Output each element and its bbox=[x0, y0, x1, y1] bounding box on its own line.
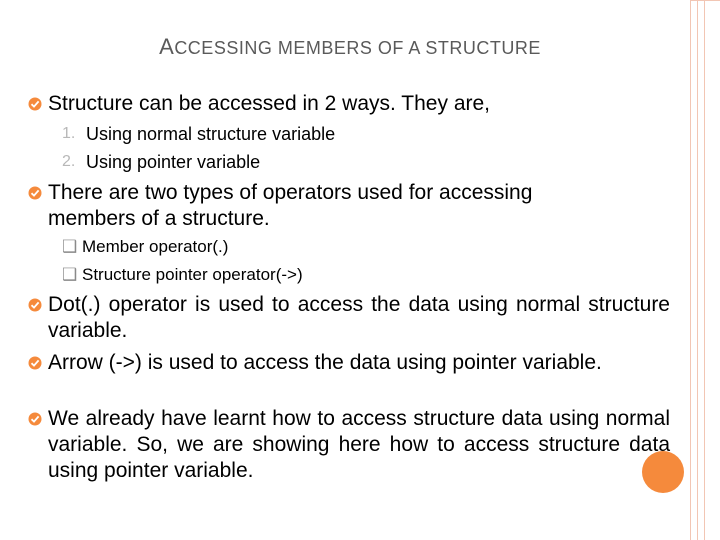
list-item: Using normal structure variable bbox=[86, 124, 336, 144]
bullet-icon bbox=[28, 97, 42, 111]
title-initial: A bbox=[159, 34, 175, 59]
sub-list-text: Structure pointer operator(->) bbox=[81, 265, 303, 284]
decorative-line bbox=[697, 0, 698, 540]
bullet-icon bbox=[28, 412, 42, 426]
decorative-line bbox=[704, 0, 705, 540]
bullet-text: Dot(.) operator is used to access the data using normal structure variable. bbox=[48, 293, 670, 342]
list-number: 2. bbox=[62, 153, 76, 170]
bullet-text: Structure can be accessed in 2 ways. They are, bbox=[48, 92, 491, 115]
checkbox-icon: ❑ bbox=[62, 265, 78, 284]
checkbox-icon: ❑ bbox=[62, 237, 78, 256]
bullet-icon bbox=[28, 356, 42, 370]
bullet-icon bbox=[28, 298, 42, 312]
bullet-text: We already have learnt how to access structure data using normal variable. So, we are showing here how to access structure data using pointer variable. bbox=[48, 407, 670, 482]
list-item: Using pointer variable bbox=[86, 152, 261, 172]
bullet-icon bbox=[28, 186, 42, 200]
list-number: 1. bbox=[62, 125, 76, 142]
title-text: CCESSING MEMBERS OF A STRUCTURE bbox=[174, 38, 541, 58]
decorative-line bbox=[690, 0, 720, 1]
bullet-text: There are two types of operators used for accessing members of a structure. bbox=[48, 181, 533, 230]
sub-list-item bbox=[62, 236, 228, 258]
slide-title bbox=[0, 34, 700, 60]
sub-list-text: Member operator(.) bbox=[81, 237, 229, 256]
sub-list-item bbox=[62, 264, 303, 286]
decorative-line bbox=[690, 0, 691, 540]
bullet-text: Arrow (->) is used to access the data using pointer variable. bbox=[48, 351, 602, 374]
